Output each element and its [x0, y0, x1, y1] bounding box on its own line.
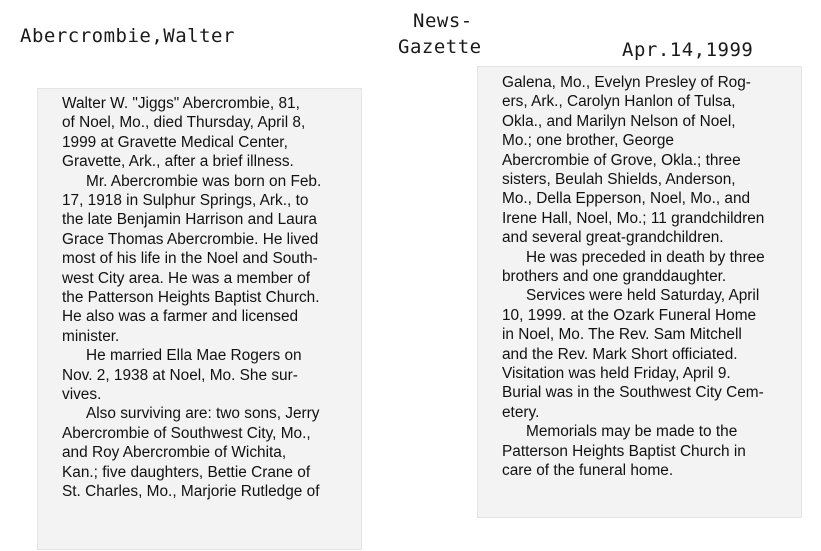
obituary-paragraph-survivors: Also surviving are: two sons, Jerry Abercrombie of Southwest City, Mo., and Roy Abercrombie of Wichita, Kan.; five daughters, Bettie Crane of St. Charles, Mo., Marjorie Rutledge of — [62, 405, 320, 501]
clipping-date-label: Apr.14,1999 — [622, 39, 754, 61]
obituary-paragraph-death-notice: Walter W. "Jiggs" Abercrombie, 81, of Noel, Mo., died Thursday, April 8, 1999 at Gravette Medical Center, Gravette, Ark., after a brief illness. — [62, 95, 306, 171]
obituary-paragraph-survivors-continued: Galena, Mo., Evelyn Presley of Rog- ers, Ark., Carolyn Hanlon of Tulsa, Okla., and Marilyn Nelson of Noel, Mo.; one brother, George Abercrombie of Grove, Okla.; three sisters, Beulah Shields, Anderson, Mo., Della Epperson, Noel, Mo., and Irene Hall, Noel, Mo.; 11 grandchildren and several great-grandchildren. — [502, 74, 765, 247]
obituary-paragraph-memorials: Memorials may be made to the Patterson Heights Baptist Church in care of the funeral home. — [502, 423, 746, 479]
obituary-paragraph-preceded-in-death: He was preceded in death by three brothers and one granddaughter. — [502, 248, 765, 285]
subject-name-label: Abercrombie,Walter — [20, 25, 235, 47]
obituary-paragraph-services: Services were held Saturday, April 10, 1999. at the Ozark Funeral Home in Noel, Mo. The Rev. Sam Mitchell and the Rev. Mark Short officiated. Visitation was held Friday, April 9. Burial was in the Southwest City Cem- etery. — [502, 287, 764, 421]
publication-name-line2: Gazette — [398, 36, 482, 58]
obituary-paragraph-marriage: He married Ella Mae Rogers on Nov. 2, 1938 at Noel, Mo. She sur- vives. — [62, 347, 302, 403]
publication-name-line1: News- — [413, 10, 473, 32]
obituary-clipping-left — [37, 88, 362, 550]
obituary-paragraph-biography: Mr. Abercrombie was born on Feb. 17, 1918 in Sulphur Springs, Ark., to the late Benjamin Harrison and Laura Grace Thomas Abercrombie. He lived most of his life in the Noel and South- west City area. He was a member of the Patterson Heights Baptist Church. He also was a farmer and licensed minister. — [62, 172, 322, 345]
obituary-clipping-right — [477, 66, 802, 518]
